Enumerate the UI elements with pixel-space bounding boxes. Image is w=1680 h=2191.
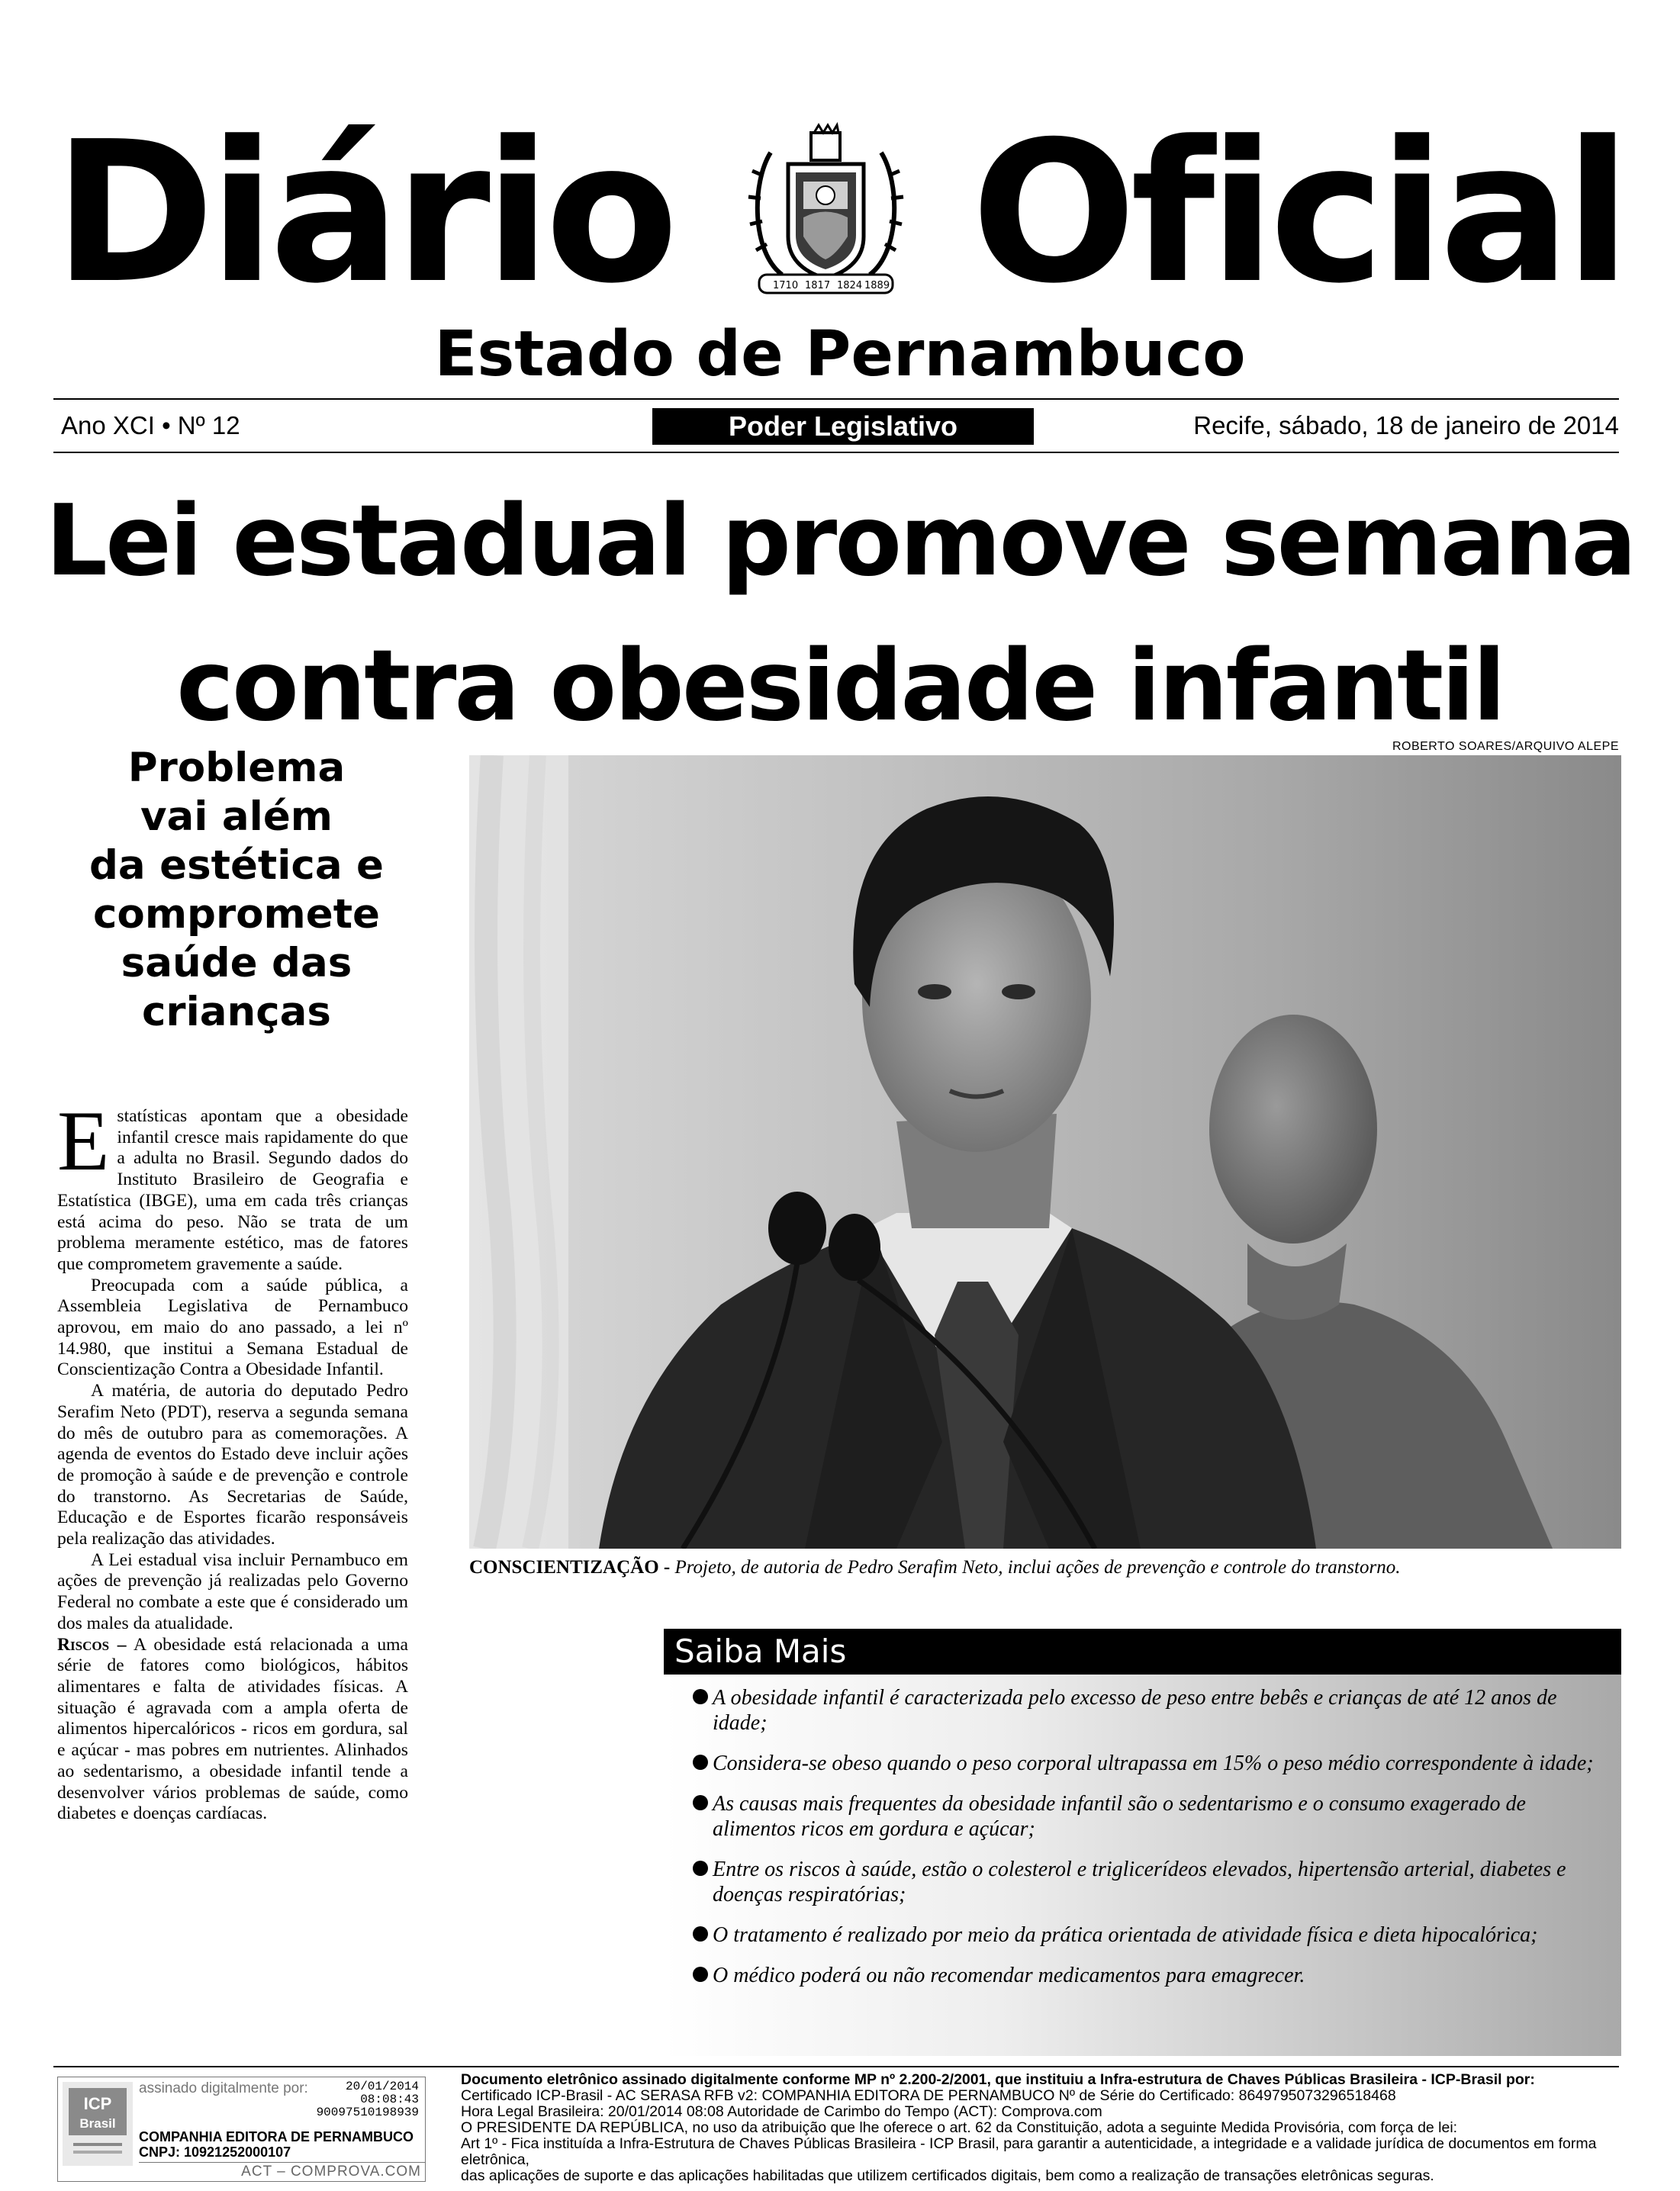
seal-year-1: 1710 bbox=[773, 280, 799, 291]
photo-caption bbox=[469, 1556, 1621, 1579]
stamp-company-name: COMPANHIA EDITORA DE PERNAMBUCO bbox=[139, 2129, 414, 2144]
bullet-icon bbox=[693, 1795, 708, 1810]
article-paragraph bbox=[57, 1635, 408, 1825]
list-item bbox=[693, 1963, 1606, 1988]
stamp-datetime bbox=[317, 2080, 419, 2119]
stamp-cnpj: CNPJ: 10921252000107 bbox=[139, 2144, 291, 2160]
top-rule bbox=[53, 398, 1619, 400]
legal-line: O PRESIDENTE DA REPÚBLICA, no uso da atribuição que lhe oferece o art. 62 da Constituição, adota a seguinte Medida Provisória, com força de lei: bbox=[461, 2119, 1458, 2136]
saiba-mais-title: Saiba Mais bbox=[664, 1629, 1621, 1675]
subheadline bbox=[53, 744, 420, 1037]
list-item-text: As causas mais frequentes da obesidade infantil são o sedentarismo e o consumo exagerado de alimentos ricos em gordura e açúcar; bbox=[713, 1792, 1526, 1841]
bullet-icon bbox=[693, 1967, 708, 1982]
saiba-mais-box bbox=[664, 1629, 1621, 2056]
article-paragraph: Preocupada com a saúde pública, a Assembleia Legislativa de Pernambuco aprovou, em maio do ano passado, a lei nº 14.980, que institui a Semana Estadual de Conscientização Contra a Obesidade Infantil. bbox=[57, 1275, 408, 1380]
list-item-text: Considera-se obeso quando o peso corporal ultrapassa em 15% o peso médio correspondente à idade; bbox=[713, 1752, 1594, 1775]
article-paragraph bbox=[57, 1094, 408, 1276]
legal-line: Certificado ICP-Brasil - AC SERASA RFB v2: COMPANHIA EDITORA DE PERNAMBUCO Nº de Série do Certificado: 8649795073296518468 bbox=[461, 2087, 1396, 2104]
stamp-company bbox=[139, 2129, 414, 2160]
subhead-line: compromete bbox=[93, 891, 380, 938]
list-item-text: O médico poderá ou não recomendar medicamentos para emagrecer. bbox=[713, 1964, 1305, 1987]
legal-line: Hora Legal Brasileira: 20/01/2014 08:08 Autoridade de Carimbo do Tempo (ACT): Comprova.com bbox=[461, 2103, 1102, 2120]
svg-text:Brasil: Brasil bbox=[79, 2116, 116, 2131]
issue-number: Ano XCI • Nº 12 bbox=[61, 411, 240, 439]
risks-label: Riscos – bbox=[57, 1634, 127, 1655]
list-item bbox=[693, 1685, 1606, 1736]
seal-year-3: 1824 bbox=[837, 280, 863, 291]
stamp-date: 20/01/2014 bbox=[345, 2080, 419, 2093]
legal-line: das aplicações de suporte e das aplicações habilitadas que utilizem certificados digitais, bem como a realização de transações eletrônicas seguras. bbox=[461, 2167, 1434, 2184]
stamp-serial: 90097510198939 bbox=[316, 2106, 419, 2119]
subhead-line: saúde das bbox=[121, 940, 352, 986]
article-paragraph: A Lei estadual visa incluir Pernambuco em ações de prevenção já realizadas pelo Governo Federal no combate a este que é considerado um dos males da atualidade. bbox=[57, 1549, 408, 1633]
list-item-text: Entre os riscos à saúde, estão o colesterol e triglicerídeos elevados, hipertensão arterial, diabetes e doenças respiratórias; bbox=[713, 1858, 1566, 1906]
seal-year-4: 1889 bbox=[864, 280, 890, 291]
digital-signature-stamp bbox=[57, 2077, 426, 2182]
list-item-text: O tratamento é realizado por meio da prática orientada de atividade física e dieta hipocalórica; bbox=[713, 1923, 1538, 1947]
list-item bbox=[693, 1751, 1606, 1776]
legal-line: Documento eletrônico assinado digitalmente conforme MP nº 2.200-2/2001, que instituiu a Infra-estrutura de Chaves Públicas Brasileira - ICP-Brasil por: bbox=[461, 2071, 1535, 2088]
bullet-icon bbox=[693, 1689, 708, 1704]
masthead-subtitle: Estado de Pernambuco bbox=[434, 318, 1246, 391]
footer-rule bbox=[53, 2066, 1619, 2067]
legal-line: Art 1º - Fica instituída a Infra-Estrutura de Chaves Públicas Brasileira - ICP Brasil, para garantir a autenticidade, a integridade e a validade jurídica de documentos em forma eletrônica, bbox=[461, 2135, 1597, 2168]
icp-brasil-logo-icon bbox=[63, 2082, 133, 2166]
article-photo bbox=[469, 755, 1621, 1549]
svg-text:ICP: ICP bbox=[83, 2094, 112, 2113]
masthead-title-right: Oficial bbox=[970, 100, 1625, 327]
drop-cap: E bbox=[57, 1094, 110, 1189]
paragraph-text: statísticas apontam que a obesidade infantil cresce mais rapidamente do que a adulta no Brasil. Segundo dados do Instituto Brasileiro de Geografia e Estatística (IBGE), uma em cada três crianças está acima do peso. Não se trata de um problema meramente estético, mas de fatores que comprometem gravemente a saúde. bbox=[57, 1106, 408, 1274]
section-badge: Poder Legislativo bbox=[652, 408, 1034, 445]
list-item bbox=[693, 1791, 1606, 1842]
photo-illustration bbox=[469, 755, 1621, 1549]
paragraph-text: A obesidade está relacionada a uma série de fatores como biológicos, hábitos alimentares e falta de atividades físicas. A situação é agravada com a ampla oferta de alimentos hipercalóricos - ricos em gordura, sal e açúcar - mas pobres em nutrientes. Alinhados ao sedentarismo, a obesidade infantil tende a desenvolver vários problemas de saúde, como diabetes e doenças cardíacas. bbox=[57, 1634, 408, 1824]
headline bbox=[0, 469, 1680, 759]
coat-of-arms-icon bbox=[736, 122, 916, 301]
subhead-line: da estética e bbox=[89, 842, 384, 889]
stamp-footer: ACT – COMPROVA.COM bbox=[139, 2162, 426, 2181]
list-item-text: A obesidade infantil é caracterizada pelo excesso de peso entre bebês e crianças de até 12 anos de idade; bbox=[713, 1686, 1557, 1735]
stamp-time: 08:08:43 bbox=[360, 2093, 419, 2106]
stamp-label: assinado digitalmente por: bbox=[139, 2080, 308, 2096]
saiba-mais-list bbox=[664, 1675, 1621, 1988]
headline-line-2: contra obesidade infantil bbox=[176, 629, 1504, 743]
subhead-line: crianças bbox=[142, 989, 331, 1035]
list-item bbox=[693, 1922, 1606, 1948]
subhead-line: vai além bbox=[140, 793, 333, 840]
caption-text: Projeto, de autoria de Pedro Serafim Neto, inclui ações de prevenção e controle do transtorno. bbox=[670, 1557, 1401, 1578]
bullet-icon bbox=[693, 1755, 708, 1770]
legal-notice bbox=[461, 2072, 1620, 2184]
headline-line-1: Lei estadual promove semana bbox=[45, 484, 1635, 598]
caption-label: CONSCIENTIZAÇÃO - bbox=[469, 1557, 671, 1578]
article-paragraph: A matéria, de autoria do deputado Pedro Serafim Neto (PDT), reserva a segunda semana do mês de outubro para as comemorações. A agenda de eventos do Estado deve incluir ações de promoção à saúde e de prevenção e controle do transtorno. As Secretarias de Saúde, Educação e de Esportes ficarão responsáveis pela realização das atividades. bbox=[57, 1381, 408, 1549]
masthead bbox=[53, 100, 1625, 327]
list-item bbox=[693, 1857, 1606, 1907]
photo-credit: ROBERTO SOARES/ARQUIVO ALEPE bbox=[1392, 740, 1619, 753]
issue-date: Recife, sábado, 18 de janeiro de 2014 bbox=[1193, 411, 1619, 439]
bullet-icon bbox=[693, 1861, 708, 1876]
masthead-title-left: Diário bbox=[53, 100, 673, 327]
subhead-line: Problema bbox=[127, 745, 346, 791]
issue-bar bbox=[53, 408, 1619, 446]
article-body bbox=[57, 1094, 408, 1825]
bullet-icon bbox=[693, 1926, 708, 1942]
seal-year-2: 1817 bbox=[805, 280, 831, 291]
bottom-rule bbox=[53, 452, 1619, 453]
